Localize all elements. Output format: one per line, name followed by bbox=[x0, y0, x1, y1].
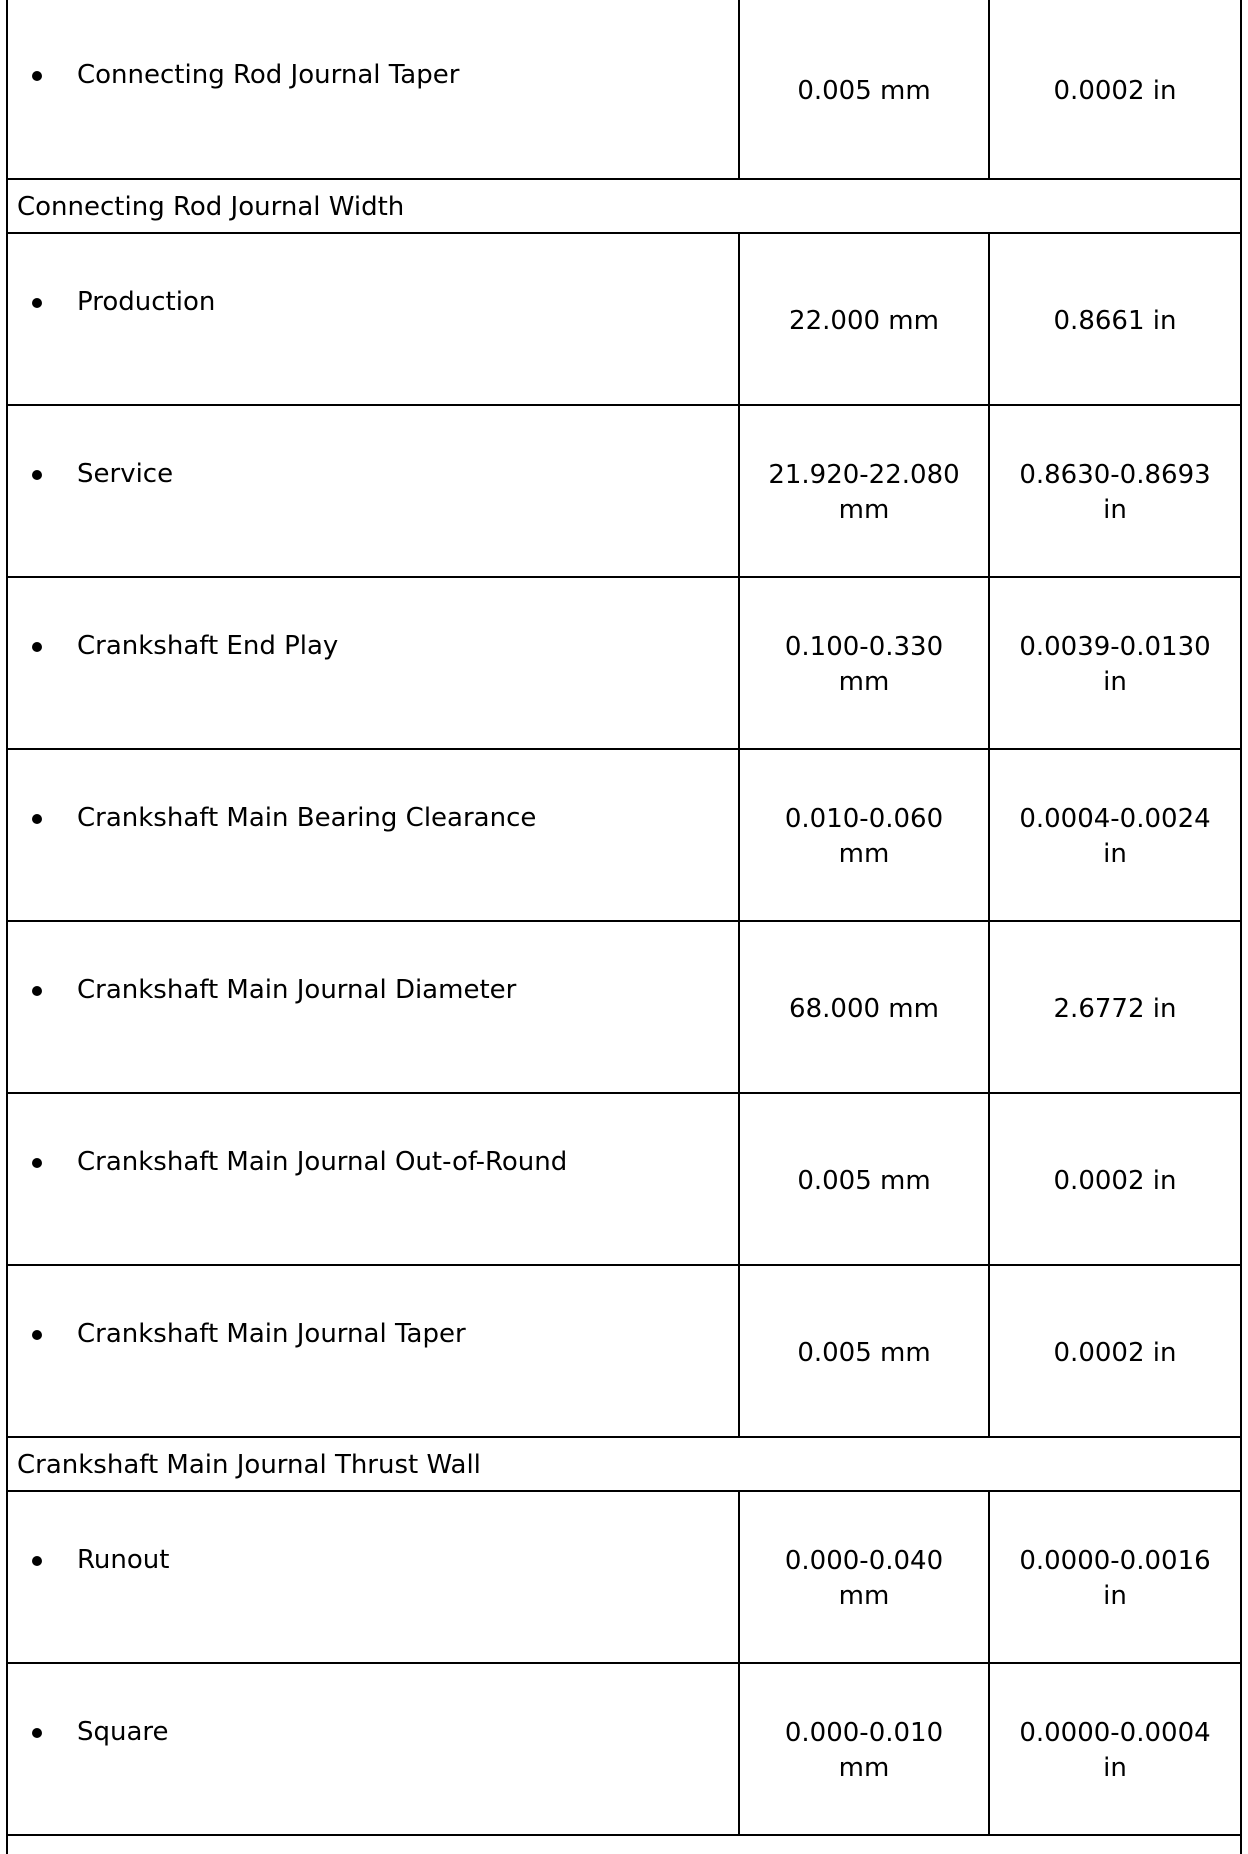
spec-label-cell bbox=[8, 922, 738, 1092]
metric-value: 0.100-0.330 mm bbox=[784, 632, 944, 697]
table-row bbox=[8, 406, 1240, 576]
row-divider bbox=[6, 920, 1242, 922]
bullet-icon bbox=[32, 1556, 42, 1566]
metric-value: 0.005 mm bbox=[797, 1165, 931, 1196]
row-divider bbox=[6, 232, 1242, 234]
table-border-left bbox=[6, 0, 8, 1854]
spec-label: Crankshaft Main Journal Taper bbox=[77, 1319, 466, 1349]
bullet-icon bbox=[32, 470, 42, 480]
bullet-icon bbox=[32, 1728, 42, 1738]
imperial-value-cell bbox=[990, 0, 1240, 178]
table-row bbox=[8, 578, 1240, 748]
spec-label-cell bbox=[8, 1266, 738, 1436]
imperial-value-cell bbox=[990, 1094, 1240, 1264]
imperial-value: 0.0002 in bbox=[1053, 75, 1177, 106]
imperial-value-cell bbox=[990, 234, 1240, 404]
spec-label-cell bbox=[8, 406, 738, 576]
imperial-value: 0.8661 in bbox=[1053, 305, 1177, 336]
metric-value-cell bbox=[740, 234, 988, 404]
imperial-value-cell bbox=[990, 578, 1240, 748]
bullet-icon bbox=[32, 642, 42, 652]
metric-value: 21.920-22.080 mm bbox=[768, 460, 960, 525]
metric-value-cell bbox=[740, 1664, 988, 1834]
metric-value-cell bbox=[740, 578, 988, 748]
bullet-icon bbox=[32, 1158, 42, 1168]
spec-label: Crankshaft Main Bearing Clearance bbox=[77, 803, 537, 833]
bullet-icon bbox=[32, 298, 42, 308]
imperial-value-cell bbox=[990, 1492, 1240, 1662]
spec-label-cell bbox=[8, 1094, 738, 1264]
bullet-icon bbox=[32, 1330, 42, 1340]
row-divider bbox=[6, 178, 1242, 180]
table-row bbox=[8, 922, 1240, 1092]
section-title: Connecting Rod Journal Width bbox=[17, 192, 405, 222]
row-divider bbox=[6, 1092, 1242, 1094]
metric-value-cell bbox=[740, 750, 988, 920]
row-divider bbox=[6, 576, 1242, 578]
imperial-value: 2.6772 in bbox=[1053, 993, 1177, 1024]
imperial-value-cell bbox=[990, 406, 1240, 576]
section-row bbox=[8, 1438, 1240, 1490]
row-divider bbox=[6, 1436, 1242, 1438]
metric-value: 0.000-0.010 mm bbox=[784, 1718, 944, 1783]
bullet-icon bbox=[32, 986, 42, 996]
bullet-icon bbox=[32, 71, 42, 81]
column-divider bbox=[738, 0, 740, 178]
metric-value-cell bbox=[740, 0, 988, 178]
row-divider bbox=[6, 1264, 1242, 1266]
metric-value-cell bbox=[740, 406, 988, 576]
spec-label-cell bbox=[8, 1492, 738, 1662]
spec-label: Production bbox=[77, 287, 216, 317]
imperial-value: 0.0000-0.0004 in bbox=[1019, 1718, 1211, 1783]
spec-label: Runout bbox=[77, 1545, 170, 1575]
section-title: Crankshaft Main Journal Thrust Wall bbox=[17, 1450, 481, 1480]
spec-label: Connecting Rod Journal Taper bbox=[77, 60, 460, 90]
table-row bbox=[8, 1094, 1240, 1264]
column-divider bbox=[988, 234, 990, 1436]
table-row bbox=[8, 1492, 1240, 1662]
imperial-value: 0.0004-0.0024 in bbox=[1019, 804, 1211, 869]
table-row bbox=[8, 750, 1240, 920]
imperial-value-cell bbox=[990, 1664, 1240, 1834]
row-divider bbox=[6, 1662, 1242, 1664]
imperial-value-cell bbox=[990, 750, 1240, 920]
spec-label: Crankshaft Main Journal Diameter bbox=[77, 975, 517, 1005]
spec-label-cell bbox=[8, 234, 738, 404]
metric-value-cell bbox=[740, 1094, 988, 1264]
metric-value: 0.010-0.060 mm bbox=[784, 804, 944, 869]
row-divider bbox=[6, 748, 1242, 750]
metric-value: 68.000 mm bbox=[789, 993, 939, 1024]
metric-value-cell bbox=[740, 1266, 988, 1436]
spec-label: Square bbox=[77, 1717, 169, 1747]
imperial-value: 0.0002 in bbox=[1053, 1337, 1177, 1368]
metric-value-cell bbox=[740, 922, 988, 1092]
table-row bbox=[8, 1266, 1240, 1436]
table-row bbox=[8, 1664, 1240, 1834]
section-row bbox=[8, 180, 1240, 232]
row-divider bbox=[6, 1834, 1242, 1836]
metric-value-cell bbox=[740, 1492, 988, 1662]
column-divider bbox=[988, 0, 990, 178]
table-border-right bbox=[1240, 0, 1242, 1854]
table-row bbox=[8, 234, 1240, 404]
metric-value: 0.005 mm bbox=[797, 75, 931, 106]
column-divider bbox=[738, 234, 740, 1436]
imperial-value-cell bbox=[990, 1266, 1240, 1436]
imperial-value: 0.0000-0.0016 in bbox=[1019, 1546, 1211, 1611]
imperial-value: 0.8630-0.8693 in bbox=[1019, 460, 1211, 525]
row-divider bbox=[6, 404, 1242, 406]
spec-label: Service bbox=[77, 459, 174, 489]
imperial-value: 0.0039-0.0130 in bbox=[1019, 632, 1211, 697]
bullet-icon bbox=[32, 814, 42, 824]
metric-value: 0.000-0.040 mm bbox=[784, 1546, 944, 1611]
metric-value: 0.005 mm bbox=[797, 1337, 931, 1368]
row-divider bbox=[6, 1490, 1242, 1492]
spec-label-cell bbox=[8, 578, 738, 748]
imperial-value: 0.0002 in bbox=[1053, 1165, 1177, 1196]
spec-label: Crankshaft End Play bbox=[77, 631, 339, 661]
spec-label: Crankshaft Main Journal Out-of-Round bbox=[77, 1147, 568, 1177]
spec-label-cell bbox=[8, 0, 738, 178]
spec-label-cell bbox=[8, 1664, 738, 1834]
spec-label-cell bbox=[8, 750, 738, 920]
imperial-value-cell bbox=[990, 922, 1240, 1092]
metric-value: 22.000 mm bbox=[789, 305, 939, 336]
table-row bbox=[8, 0, 1240, 178]
